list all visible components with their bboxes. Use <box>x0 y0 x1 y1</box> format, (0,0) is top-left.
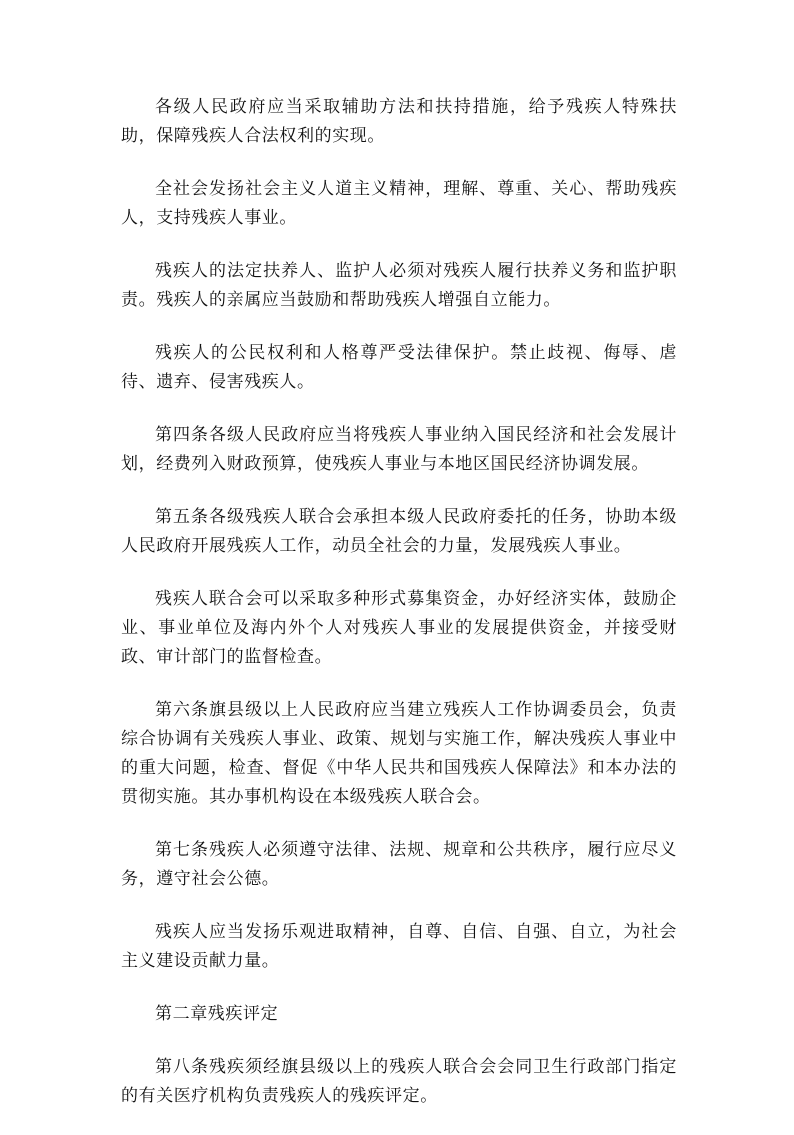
paragraph: 第七条残疾人必须遵守法律、法规、规章和公共秩序，履行应尽义务，遵守社会公德。 <box>121 840 677 889</box>
paragraph: 残疾人的公民权利和人格尊严受法律保护。禁止歧视、侮辱、虐待、遗弃、侵害残疾人。 <box>121 343 677 392</box>
paragraph: 残疾人应当发扬乐观进取精神，自尊、自信、自强、自立，为社会主义建设贡献力量。 <box>121 922 677 971</box>
paragraph: 残疾人联合会可以采取多种形式募集资金，办好经济实体，鼓励企业、事业单位及海内外个人对残疾人事业的发展提供资金，并接受财政、审计部门的监督检查。 <box>121 589 677 667</box>
paragraph: 第五条各级残疾人联合会承担本级人民政府委托的任务，协助本级人民政府开展残疾人工作，动员全社会的力量，发展残疾人事业。 <box>121 507 677 556</box>
paragraph: 全社会发扬社会主义人道主义精神，理解、尊重、关心、帮助残疾人，支持残疾人事业。 <box>121 179 677 228</box>
paragraph: 第四条各级人民政府应当将残疾人事业纳入国民经济和社会发展计划，经费列入财政预算，使残疾人事业与本地区国民经济协调发展。 <box>121 425 677 474</box>
paragraph: 各级人民政府应当采取辅助方法和扶持措施，给予残疾人特殊扶助，保障残疾人合法权利的实现。 <box>121 97 677 146</box>
chapter-heading: 第二章残疾评定 <box>155 1004 279 1024</box>
paragraph: 残疾人的法定扶养人、监护人必须对残疾人履行扶养义务和监护职责。残疾人的亲属应当鼓励和帮助残疾人增强自立能力。 <box>121 261 677 310</box>
document-body <box>121 93 677 1135</box>
paragraph: 第六条旗县级以上人民政府应当建立残疾人工作协调委员会，负责综合协调有关残疾人事业、政策、规划与实施工作，解决残疾人事业中的重大问题，检查、督促《中华人民共和国残疾人保障法》和本办法的贯彻实施。其办事机构设在本级残疾人联合会。 <box>121 700 677 807</box>
paragraph: 第八条残疾须经旗县级以上的残疾人联合会会同卫生行政部门指定的有关医疗机构负责残疾人的残疾评定。 <box>121 1057 677 1106</box>
